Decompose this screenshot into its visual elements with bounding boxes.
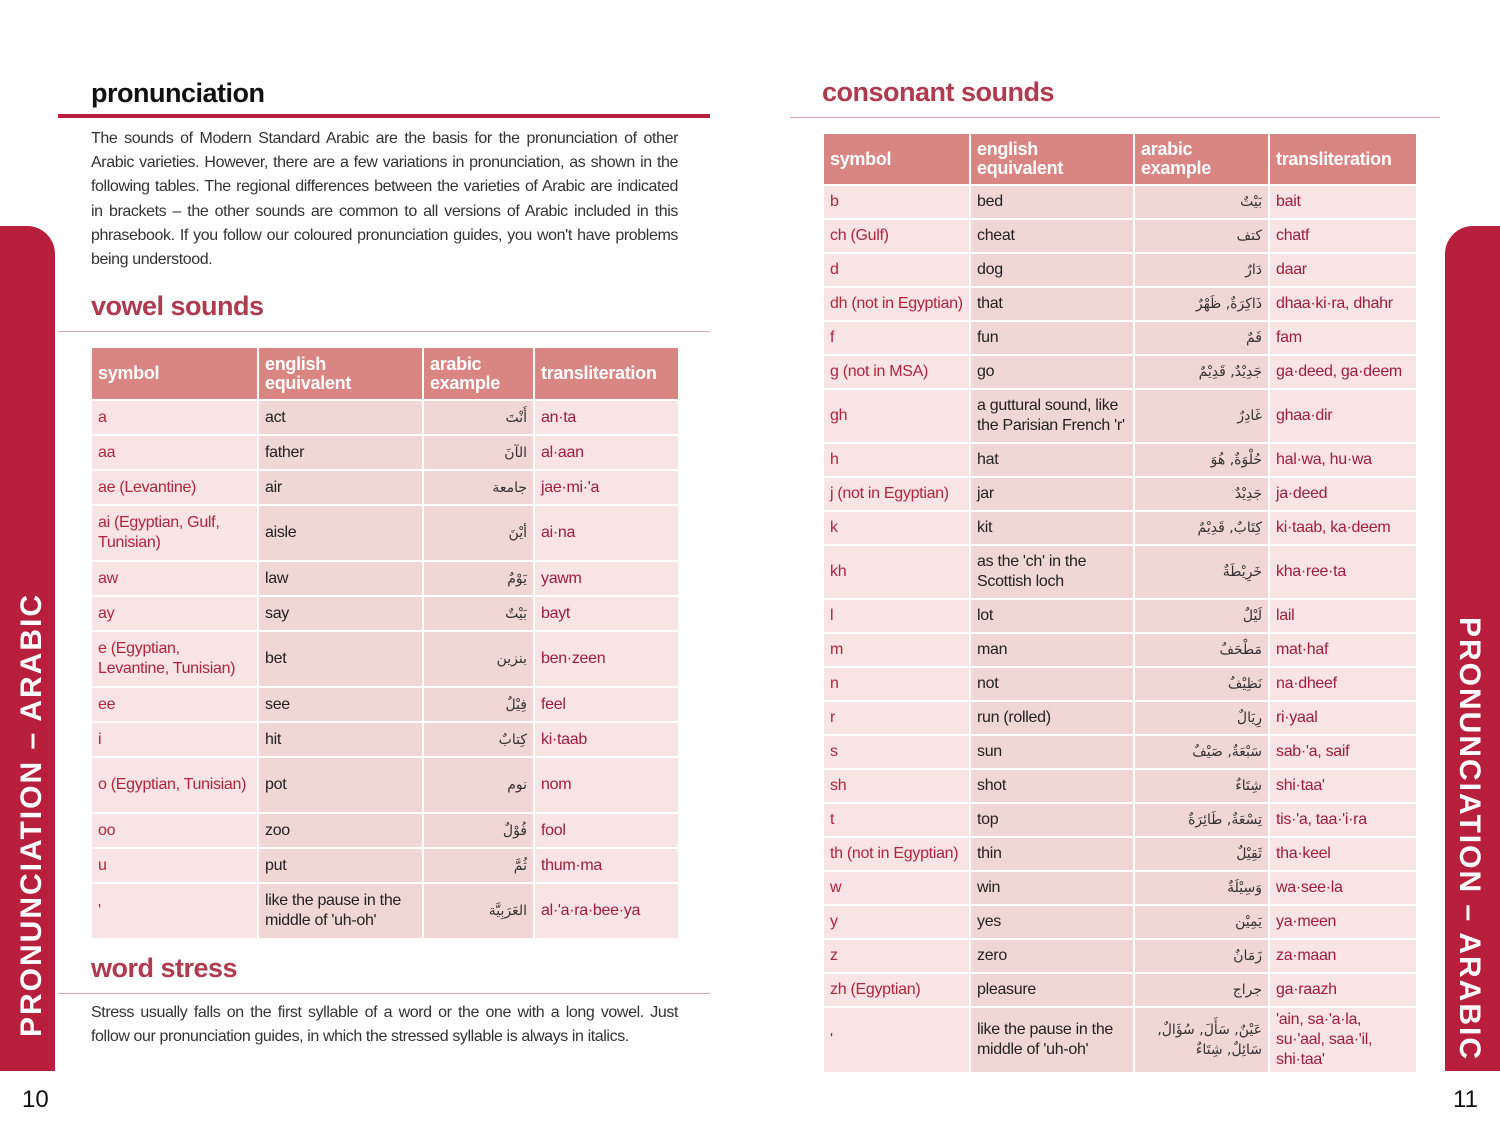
symbol-cell: kh [824, 546, 969, 598]
table-row [824, 702, 1416, 734]
english-cell: pleasure [971, 974, 1133, 1006]
symbol-cell: aa [92, 436, 257, 469]
transliteration-cell: al·aan [535, 436, 678, 469]
symbol-cell: h [824, 444, 969, 476]
table-row [824, 634, 1416, 666]
symbol-cell: y [824, 906, 969, 938]
table-row [824, 906, 1416, 938]
english-cell: like the pause in the middle of 'uh-oh' [259, 884, 422, 938]
arabic-cell: فَمٌ [1135, 322, 1268, 354]
vowel-sounds-heading: vowel sounds [91, 291, 264, 321]
symbol-cell: a [92, 401, 257, 434]
english-cell: father [259, 436, 422, 469]
transliteration-cell: mat·haf [1270, 634, 1416, 666]
table-row [92, 471, 678, 504]
arabic-cell: ثَقِيْلٌ [1135, 838, 1268, 870]
english-cell: cheat [971, 220, 1133, 252]
english-cell: pot [259, 758, 422, 812]
table-row [824, 600, 1416, 632]
transliteration-cell: daar [1270, 254, 1416, 286]
arabic-cell: يَمِيْن [1135, 906, 1268, 938]
symbol-cell: ae (Levantine) [92, 471, 257, 504]
arabic-cell: جَدِيْدٌ [1135, 478, 1268, 510]
title-rule [58, 114, 710, 118]
table-row [824, 356, 1416, 388]
symbol-cell: dh (not in Egyptian) [824, 288, 969, 320]
arabic-cell: تِسْعَةٌ, طَائِرَةٌ [1135, 804, 1268, 836]
arabic-cell: بنزين [424, 632, 533, 686]
transliteration-cell: ki·taab [535, 723, 678, 756]
transliteration-cell: wa·see·la [1270, 872, 1416, 904]
table-row [824, 1008, 1416, 1072]
symbol-cell: oo [92, 814, 257, 847]
english-cell: air [259, 471, 422, 504]
english-cell: jar [971, 478, 1133, 510]
english-cell: go [971, 356, 1133, 388]
english-cell: hit [259, 723, 422, 756]
transliteration-cell: al·'a·ra·bee·ya [535, 884, 678, 938]
symbol-cell: ' [92, 884, 257, 938]
transliteration-cell: jae·mi·'a [535, 471, 678, 504]
table-row [824, 546, 1416, 598]
arabic-cell: فُوْلٌ [424, 814, 533, 847]
word-stress-heading: word stress [91, 953, 238, 983]
arabic-cell: كتف [1135, 220, 1268, 252]
symbol-cell: j (not in Egyptian) [824, 478, 969, 510]
english-cell: as the 'ch' in the Scottish loch [971, 546, 1133, 598]
english-cell: like the pause in the middle of 'uh-oh' [971, 1008, 1133, 1072]
arabic-cell: فِيْلٌ [424, 688, 533, 721]
transliteration-cell: nom [535, 758, 678, 812]
table-row [824, 512, 1416, 544]
symbol-cell: z [824, 940, 969, 972]
symbol-cell: d [824, 254, 969, 286]
transliteration-cell: hal·wa, hu·wa [1270, 444, 1416, 476]
transliteration-cell: sab·'a, saif [1270, 736, 1416, 768]
symbol-cell: n [824, 668, 969, 700]
divider [58, 993, 710, 994]
english-cell: a guttural sound, like the Parisian French 'r' [971, 390, 1133, 442]
english-cell: see [259, 688, 422, 721]
symbol-cell: w [824, 872, 969, 904]
table-row [92, 562, 678, 595]
consonant-table [822, 132, 1418, 1074]
symbol-cell: sh [824, 770, 969, 802]
header-symbol: symbol [92, 348, 257, 399]
symbol-cell: zh (Egyptian) [824, 974, 969, 1006]
table-row [824, 444, 1416, 476]
english-cell: man [971, 634, 1133, 666]
transliteration-cell: kha·ree·ta [1270, 546, 1416, 598]
arabic-cell: كِتَابٌ, قَدِيْمٌ [1135, 512, 1268, 544]
table-row [824, 736, 1416, 768]
table-row [92, 401, 678, 434]
arabic-cell: بَيْتٌ [1135, 186, 1268, 218]
page-number-right: 11 [1453, 1086, 1478, 1113]
divider [58, 331, 710, 332]
page-title: pronunciation [91, 78, 265, 108]
table-row [92, 723, 678, 756]
transliteration-cell: lail [1270, 600, 1416, 632]
arabic-cell: شِتَاءٌ [1135, 770, 1268, 802]
table-row [824, 872, 1416, 904]
header-english: english equivalent [259, 348, 422, 399]
english-cell: lot [971, 600, 1133, 632]
english-cell: run (rolled) [971, 702, 1133, 734]
symbol-cell: aw [92, 562, 257, 595]
transliteration-cell: 'ain, sa·'a·la, su·'aal, saa·'il, shi·taa' [1270, 1008, 1416, 1072]
symbol-cell: th (not in Egyptian) [824, 838, 969, 870]
symbol-cell: r [824, 702, 969, 734]
transliteration-cell: ja·deed [1270, 478, 1416, 510]
transliteration-cell: an·ta [535, 401, 678, 434]
symbol-cell: ' [824, 1008, 969, 1072]
header-transliteration: transliteration [1270, 134, 1416, 184]
arabic-cell: بَيْتٌ [424, 597, 533, 630]
arabic-cell: دَارٌ [1135, 254, 1268, 286]
transliteration-cell: shi·taa' [1270, 770, 1416, 802]
symbol-cell: ee [92, 688, 257, 721]
english-cell: act [259, 401, 422, 434]
transliteration-cell: ga·deed, ga·deem [1270, 356, 1416, 388]
english-cell: not [971, 668, 1133, 700]
english-cell: shot [971, 770, 1133, 802]
arabic-cell: خَرِيْطَةٌ [1135, 546, 1268, 598]
header-english: english equivalent [971, 134, 1133, 184]
table-row [824, 220, 1416, 252]
english-cell: top [971, 804, 1133, 836]
transliteration-cell: tha·keel [1270, 838, 1416, 870]
table-row [824, 770, 1416, 802]
table-row [92, 884, 678, 938]
symbol-cell: l [824, 600, 969, 632]
english-cell: hat [971, 444, 1133, 476]
table-row [92, 597, 678, 630]
english-cell: win [971, 872, 1133, 904]
symbol-cell: o (Egyptian, Tunisian) [92, 758, 257, 812]
english-cell: zero [971, 940, 1133, 972]
english-cell: sun [971, 736, 1133, 768]
arabic-cell: مَطْحَفٌ [1135, 634, 1268, 666]
transliteration-cell: ghaa·dir [1270, 390, 1416, 442]
consonant-sounds-heading: consonant sounds [822, 77, 1055, 107]
transliteration-cell: fam [1270, 322, 1416, 354]
table-row [824, 390, 1416, 442]
symbol-cell: ay [92, 597, 257, 630]
symbol-cell: m [824, 634, 969, 666]
table-row [824, 186, 1416, 218]
header-arabic: arabic example [1135, 134, 1268, 184]
page-number-left: 10 [22, 1086, 49, 1113]
english-cell: thin [971, 838, 1133, 870]
transliteration-cell: ga·raazh [1270, 974, 1416, 1006]
symbol-cell: gh [824, 390, 969, 442]
table-row [92, 632, 678, 686]
symbol-cell: t [824, 804, 969, 836]
arabic-cell: نَظِيْفٌ [1135, 668, 1268, 700]
arabic-cell: جراج [1135, 974, 1268, 1006]
divider [790, 117, 1440, 118]
transliteration-cell: ri·yaal [1270, 702, 1416, 734]
table-row [824, 668, 1416, 700]
arabic-cell: عَيْنٌ, سَأَلَ, سُؤَالٌ, سَائِلٌ, شِتَاءٌ [1135, 1008, 1268, 1072]
table-row [824, 974, 1416, 1006]
arabic-cell: يَوْمٌ [424, 562, 533, 595]
english-cell: that [971, 288, 1133, 320]
transliteration-cell: thum·ma [535, 849, 678, 882]
arabic-cell: زَمَانٌ [1135, 940, 1268, 972]
header-symbol: symbol [824, 134, 969, 184]
arabic-cell: كِتابٌ [424, 723, 533, 756]
english-cell: put [259, 849, 422, 882]
table-row [824, 940, 1416, 972]
transliteration-cell: bayt [535, 597, 678, 630]
stress-paragraph: Stress usually falls on the first syllable of a word or the one with a long vowel. Just follow our pronunciation guides, in which the stressed syllable is always in italics. [91, 1004, 678, 1046]
side-tab-left-label: PRONUNCIATION – ARABIC [15, 592, 48, 1037]
vowel-table [90, 346, 680, 940]
symbol-cell: ch (Gulf) [824, 220, 969, 252]
transliteration-cell: dhaa·ki·ra, dhahr [1270, 288, 1416, 320]
transliteration-cell: na·dheef [1270, 668, 1416, 700]
arabic-cell: الآنَ [424, 436, 533, 469]
arabic-cell: ثُمَّ [424, 849, 533, 882]
arabic-cell: لَيْلٌ [1135, 600, 1268, 632]
table-row [92, 758, 678, 812]
table-row [92, 436, 678, 469]
symbol-cell: ai (Egyptian, Gulf, Tunisian) [92, 506, 257, 560]
table-row [824, 804, 1416, 836]
arabic-cell: أَنْتَ [424, 401, 533, 434]
table-row [824, 478, 1416, 510]
arabic-cell: جامعة [424, 471, 533, 504]
table-row [92, 814, 678, 847]
table-row [92, 849, 678, 882]
table-row [824, 288, 1416, 320]
transliteration-cell: ki·taab, ka·deem [1270, 512, 1416, 544]
english-cell: aisle [259, 506, 422, 560]
arabic-cell: حُلْوَةٌ, هُوَ [1135, 444, 1268, 476]
arabic-cell: سَبْعَةٌ, صَيْفٌ [1135, 736, 1268, 768]
intro-paragraph: The sounds of Modern Standard Arabic are the basis for the pronunciation of other Arabic varieties. However, there are a few variations in pronunciation, as shown in the following tables. The regional differences between the varieties of Arabic are indicated in brackets – the other sounds are common to all versions of Arabic included in this phrasebook. If you follow our coloured pronunciation guides, you won't have problems being understood. [91, 130, 678, 269]
transliteration-cell: za·maan [1270, 940, 1416, 972]
arabic-cell: جَدِيْدٌ, قَدِيْمٌ [1135, 356, 1268, 388]
arabic-cell: رِيَالٌ [1135, 702, 1268, 734]
arabic-cell: ذَاكِرَةٌ, ظَهْرٌ [1135, 288, 1268, 320]
table-row [92, 506, 678, 560]
english-cell: fun [971, 322, 1133, 354]
english-cell: dog [971, 254, 1133, 286]
symbol-cell: u [92, 849, 257, 882]
symbol-cell: k [824, 512, 969, 544]
transliteration-cell: ya·meen [1270, 906, 1416, 938]
transliteration-cell: chatf [1270, 220, 1416, 252]
arabic-cell: نوم [424, 758, 533, 812]
symbol-cell: i [92, 723, 257, 756]
side-tab-right-label: PRONUNCIATION – ARABIC [1453, 617, 1486, 1062]
transliteration-cell: feel [535, 688, 678, 721]
english-cell: bed [971, 186, 1133, 218]
symbol-cell: f [824, 322, 969, 354]
transliteration-cell: ai·na [535, 506, 678, 560]
symbol-cell: g (not in MSA) [824, 356, 969, 388]
transliteration-cell: fool [535, 814, 678, 847]
symbol-cell: s [824, 736, 969, 768]
header-arabic: arabic example [424, 348, 533, 399]
arabic-cell: وَسِيْلَةٌ [1135, 872, 1268, 904]
transliteration-cell: yawm [535, 562, 678, 595]
transliteration-cell: tis·'a, taa·'i·ra [1270, 804, 1416, 836]
transliteration-cell: bait [1270, 186, 1416, 218]
table-row [824, 322, 1416, 354]
english-cell: law [259, 562, 422, 595]
symbol-cell: e (Egyptian, Levantine, Tunisian) [92, 632, 257, 686]
header-transliteration: transliteration [535, 348, 678, 399]
arabic-cell: غَادِرٌ [1135, 390, 1268, 442]
arabic-cell: أيْنَ [424, 506, 533, 560]
symbol-cell: b [824, 186, 969, 218]
table-row [824, 838, 1416, 870]
english-cell: zoo [259, 814, 422, 847]
table-row [92, 688, 678, 721]
transliteration-cell: ben·zeen [535, 632, 678, 686]
english-cell: kit [971, 512, 1133, 544]
english-cell: bet [259, 632, 422, 686]
table-row [824, 254, 1416, 286]
english-cell: yes [971, 906, 1133, 938]
english-cell: say [259, 597, 422, 630]
arabic-cell: العَرَبِيَّة [424, 884, 533, 938]
